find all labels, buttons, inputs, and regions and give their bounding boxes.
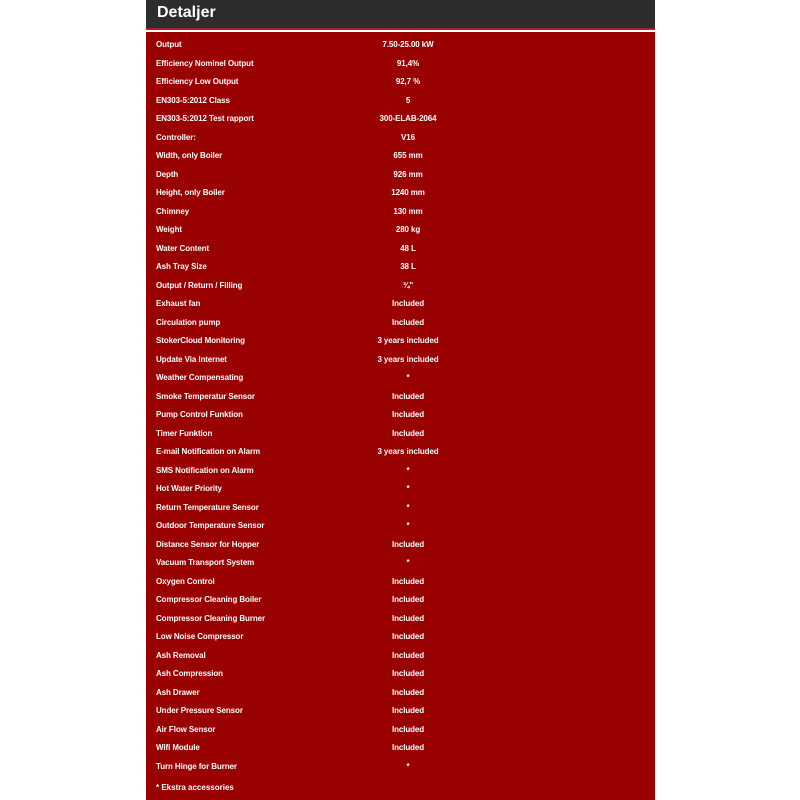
spec-label: Output bbox=[156, 40, 182, 49]
spec-value: 280 kg bbox=[395, 225, 421, 234]
spec-row bbox=[146, 444, 655, 463]
spec-value: 92,7 % bbox=[395, 77, 421, 86]
spec-label: Distance Sensor for Hopper bbox=[156, 539, 260, 549]
spec-row bbox=[146, 666, 655, 685]
spec-row bbox=[146, 222, 655, 241]
spec-row bbox=[146, 611, 655, 630]
spec-label: Height, only Boiler bbox=[156, 188, 225, 197]
spec-row bbox=[146, 592, 655, 611]
spec-value: 300-ELAB-2064 bbox=[379, 114, 437, 123]
spec-label: Update Via Internet bbox=[156, 354, 227, 364]
spec-label: Depth bbox=[156, 169, 179, 179]
spec-row bbox=[146, 759, 655, 778]
spec-row bbox=[146, 389, 655, 408]
spec-label: Ash Compression bbox=[156, 669, 223, 678]
spec-row bbox=[146, 463, 655, 482]
spec-value: Included bbox=[391, 687, 425, 697]
spec-label: Controller: bbox=[156, 132, 196, 142]
spec-value: Included bbox=[391, 428, 425, 438]
spec-value: 3 years included bbox=[377, 336, 439, 345]
spec-label: Low Noise Compressor bbox=[156, 632, 244, 641]
spec-value: * bbox=[406, 521, 410, 530]
details-panel bbox=[146, 0, 655, 800]
spec-label: Oxygen Control bbox=[156, 576, 215, 586]
spec-label: E-mail Notification on Alarm bbox=[156, 447, 261, 456]
spec-label: Smoke Temperatur Sensor bbox=[156, 391, 255, 401]
spec-row bbox=[146, 185, 655, 204]
spec-value: 655 mm bbox=[393, 151, 423, 160]
spec-label: Turn Hinge for Burner bbox=[156, 761, 237, 771]
spec-label: Water Content bbox=[156, 243, 210, 253]
spec-label: Exhaust fan bbox=[156, 299, 201, 308]
spec-value: V16 bbox=[401, 132, 415, 142]
spec-row bbox=[146, 518, 655, 537]
spec-row bbox=[146, 537, 655, 556]
spec-row bbox=[146, 500, 655, 519]
spec-value: * bbox=[406, 484, 410, 493]
spec-row bbox=[146, 278, 655, 297]
spec-row bbox=[146, 37, 655, 56]
spec-value: 7.50-25.00 kW bbox=[382, 40, 434, 49]
spec-row bbox=[146, 130, 655, 149]
spec-row bbox=[146, 259, 655, 278]
details-title: Detaljer bbox=[157, 4, 216, 21]
spec-row bbox=[146, 352, 655, 371]
spec-label: Timer Funktion bbox=[156, 428, 213, 438]
spec-value: Included bbox=[391, 706, 425, 715]
spec-row bbox=[146, 167, 655, 186]
spec-value: Included bbox=[391, 539, 425, 549]
spec-value: Included bbox=[391, 724, 425, 734]
spec-row bbox=[146, 93, 655, 112]
spec-row bbox=[146, 685, 655, 704]
header-divider bbox=[146, 30, 655, 32]
spec-value: Included bbox=[391, 613, 425, 623]
spec-label: Efficiency Nominel Output bbox=[156, 58, 254, 68]
spec-label: Outdoor Temperature Sensor bbox=[156, 521, 265, 530]
spec-value: * bbox=[406, 465, 410, 475]
spec-label: Under Pressure Sensor bbox=[156, 706, 243, 715]
spec-row bbox=[146, 333, 655, 352]
spec-row bbox=[146, 296, 655, 315]
spec-value: Included bbox=[391, 632, 425, 641]
spec-row bbox=[146, 426, 655, 445]
spec-label: Hot Water Priority bbox=[156, 484, 222, 493]
spec-label: Weather Compensating bbox=[156, 373, 244, 382]
footnote: * Ekstra accessories bbox=[156, 783, 234, 792]
spec-value: 3 years included bbox=[377, 354, 439, 364]
spec-row bbox=[146, 407, 655, 426]
spec-label: Wifi Module bbox=[156, 743, 200, 752]
specs-table bbox=[146, 37, 655, 777]
spec-value: 1240 mm bbox=[391, 188, 425, 197]
spec-value: Included bbox=[391, 299, 425, 308]
spec-value: Included bbox=[391, 743, 425, 752]
spec-label: StokerCloud Monitoring bbox=[156, 336, 245, 345]
spec-row bbox=[146, 241, 655, 260]
spec-value: * bbox=[406, 558, 410, 567]
spec-label: EN303-5:2012 Test rapport bbox=[156, 114, 254, 123]
spec-value: ¾" bbox=[402, 280, 414, 290]
spec-label: Chimney bbox=[156, 206, 190, 216]
spec-row bbox=[146, 703, 655, 722]
spec-label: Vacuum Transport System bbox=[156, 558, 255, 567]
spec-row bbox=[146, 370, 655, 389]
spec-value: Included bbox=[391, 669, 425, 678]
spec-label: Compressor Cleaning Burner bbox=[156, 613, 265, 623]
spec-value: 926 mm bbox=[393, 169, 423, 179]
spec-value: * bbox=[406, 761, 410, 771]
spec-value: Included bbox=[391, 595, 425, 604]
spec-label: Air Flow Sensor bbox=[156, 724, 216, 734]
spec-row bbox=[146, 481, 655, 500]
spec-row bbox=[146, 555, 655, 574]
spec-label: Weight bbox=[156, 225, 182, 234]
spec-row bbox=[146, 574, 655, 593]
spec-row bbox=[146, 148, 655, 167]
spec-row bbox=[146, 111, 655, 130]
spec-value: Included bbox=[391, 317, 425, 327]
spec-value: Included bbox=[391, 576, 425, 586]
spec-row bbox=[146, 74, 655, 93]
spec-value: 3 years included bbox=[377, 447, 439, 456]
spec-row bbox=[146, 315, 655, 334]
spec-label: Ash Removal bbox=[156, 650, 206, 660]
spec-row bbox=[146, 648, 655, 667]
spec-value: 5 bbox=[405, 95, 411, 105]
spec-row bbox=[146, 204, 655, 223]
spec-value: 91,4% bbox=[396, 58, 420, 68]
spec-label: Output / Return / Filling bbox=[156, 280, 243, 290]
spec-label: Efficiency Low Output bbox=[156, 77, 239, 86]
spec-label: Return Temperature Sensor bbox=[156, 502, 259, 512]
spec-value: Included bbox=[391, 410, 425, 419]
spec-value: Included bbox=[391, 650, 425, 660]
spec-row bbox=[146, 722, 655, 741]
spec-value: * bbox=[406, 502, 410, 512]
spec-label: SMS Notification on Alarm bbox=[156, 465, 254, 475]
details-header bbox=[146, 0, 655, 30]
spec-value: 38 L bbox=[400, 262, 416, 271]
spec-row bbox=[146, 740, 655, 759]
spec-label: Ash Tray Size bbox=[156, 262, 207, 271]
spec-label: Compressor Cleaning Boiler bbox=[156, 595, 262, 604]
spec-row bbox=[146, 629, 655, 648]
spec-label: EN303-5:2012 Class bbox=[156, 95, 230, 105]
spec-value: Included bbox=[391, 391, 425, 401]
spec-label: Circulation pump bbox=[156, 317, 221, 327]
spec-value: * bbox=[406, 373, 410, 382]
spec-label: Width, only Boiler bbox=[156, 151, 223, 160]
spec-label: Pump Control Funktion bbox=[156, 410, 243, 419]
spec-label: Ash Drawer bbox=[156, 687, 200, 697]
spec-value: 130 mm bbox=[393, 206, 423, 216]
spec-value: 48 L bbox=[400, 243, 416, 253]
spec-row bbox=[146, 56, 655, 75]
